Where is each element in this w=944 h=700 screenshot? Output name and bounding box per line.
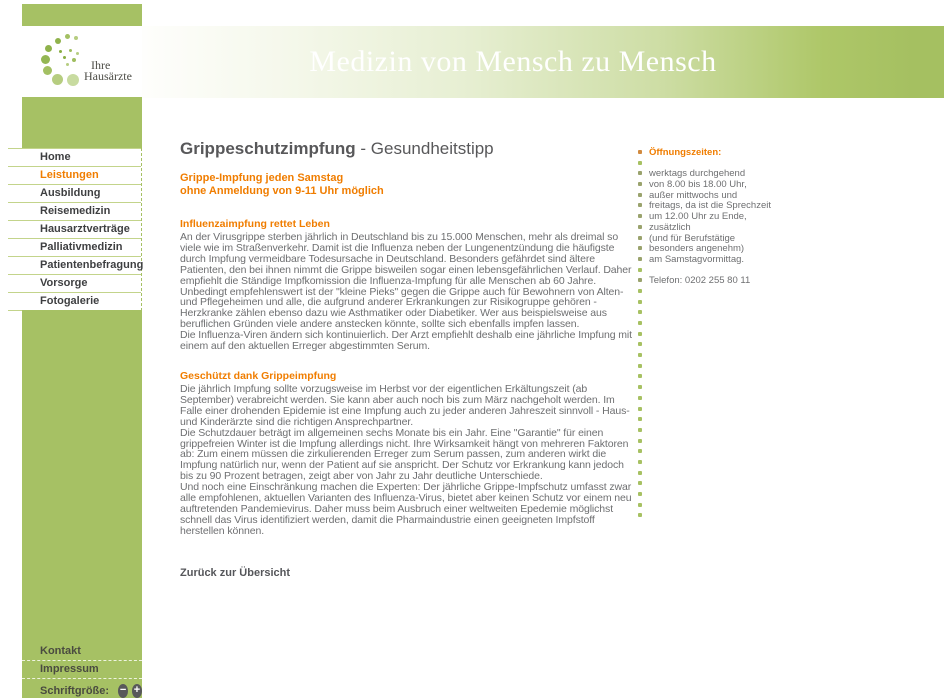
opening-hours-text: Telefon: 0202 255 80 11	[649, 275, 751, 287]
page-title-bold: Grippeschutzimpfung	[180, 139, 356, 158]
bullet-icon	[638, 374, 642, 378]
opening-hours-row	[638, 223, 808, 234]
logo-dot	[55, 38, 61, 44]
opening-hours-text: von 8.00 bis 18.00 Uhr,	[649, 179, 747, 191]
opening-hours-text: zusätzlich	[649, 221, 691, 233]
opening-hours-text: (und für Berufstätige	[649, 232, 736, 244]
opening-hours-row	[638, 426, 808, 437]
opening-hours-row	[638, 148, 808, 159]
bullet-icon	[638, 503, 642, 507]
bullet-icon	[638, 310, 642, 314]
opening-hours-row	[638, 383, 808, 394]
sidebar-item-label: Palliativmedizin	[40, 241, 123, 253]
sidebar-item-hausarztvertr-ge[interactable]	[8, 220, 141, 238]
sidebar-green-block-top	[22, 97, 142, 149]
page-title-rest: Gesundheitstipp	[370, 139, 494, 158]
kontakt-link[interactable]: Kontakt	[22, 643, 142, 661]
bullet-icon	[638, 492, 642, 496]
increase-font-button[interactable]: +	[133, 684, 141, 696]
paragraph: Die Influenza-Viren ändern sich kontinuierlich. Der Arzt empfiehlt deshalb eine jährliche Impfung mit einem auf den aktuellen Erreger abgestimmten Serum.	[180, 329, 632, 353]
logo-dot	[76, 52, 79, 55]
sidebar-item-ausbildung[interactable]	[8, 184, 141, 202]
bullet-icon	[638, 214, 642, 218]
opening-hours-row	[638, 490, 808, 501]
sidebar-item-palliativmedizin[interactable]	[8, 238, 141, 256]
opening-hours-row	[638, 255, 808, 266]
sidebar-footer	[22, 643, 142, 698]
sidebar-item-label: Home	[40, 151, 71, 163]
logo-dot	[72, 58, 76, 62]
bullet-icon	[638, 278, 642, 282]
opening-hours-row	[638, 405, 808, 416]
opening-hours-text: besonders angenehm)	[649, 243, 745, 255]
practice-logo[interactable]	[38, 32, 142, 94]
bullet-icon	[638, 225, 642, 229]
bullet-icon	[638, 257, 642, 261]
bullet-icon	[638, 428, 642, 432]
bullet-icon	[638, 246, 642, 250]
page-title	[180, 139, 636, 159]
bullet-icon	[638, 182, 642, 186]
announcement-line-1: Grippe-Impfung jeden Samstag	[180, 172, 344, 184]
paragraph: An der Virusgrippe sterben jährlich in Deutschland bis zu 15.000 Menschen, mehr als dreimal so viele wie im Straßenverkehr. Damit ist die Influenza neben der Lungenentzündung die häufigste durch Impfung vermeidbare Todesursache in Deutschland. Besonders gefährdet sind ältere Patienten, den bei ihnen nimmt die Grippe bisweilen sogar einen lebensgefährlichen Verlauf. Daher empfiehlt die Ständige Impfkomission die Influenza-Impfung für alle Menschen ab 60 Jahre. Unbedingt empfehlenswert ist der "kleine Pieks" gegen die Grippe auch für Bewohnern von Alten- und Pflegeheimen und alle, die aufgrund anderer Erkrankungen zur Risikogruppe gehören - Herzkranke zählen ebenso dazu wie Asthmatiker oder Diabetiker. Wer aus beispielsweise aus beruflichen Gründen viele andere anstecken könnte, sollte sich ebenfalls impfen lassen.	[180, 231, 632, 331]
logo-dot	[74, 36, 78, 40]
logo-dot	[69, 49, 72, 52]
opening-hours-row	[638, 330, 808, 341]
paragraph: Und noch eine Einschränkung machen die Experten: Der jährliche Grippe-Impfschutz umfasst zwar alle empfohlenen, aktuellen Varianten des Influenza-Virus, bietet aber keinen Schutz vor einem neu auftretenden Pandemievirus. Daher muss beim Ausbruch einer weltweiten Epedemie möglichst schnell das Virus identifiziert werden, damit die Pharmaindustrie einen geeigneten Impfstoff herstellen können.	[180, 481, 632, 537]
sidebar-menu	[8, 148, 142, 311]
opening-hours-row	[638, 501, 808, 512]
opening-hours-row	[638, 469, 808, 480]
logo-dot	[65, 34, 70, 39]
bullet-icon	[638, 289, 642, 293]
opening-hours-text: um 12.00 Uhr zu Ende,	[649, 211, 747, 223]
opening-hours-text: Öffnungszeiten:	[649, 147, 722, 158]
header-banner	[142, 26, 944, 98]
opening-hours-row	[638, 511, 808, 522]
main-content	[180, 139, 636, 579]
announcement-line-2: ohne Anmeldung von 9-11 Uhr möglich	[180, 185, 384, 197]
bullet-icon	[638, 396, 642, 400]
bullet-icon	[638, 417, 642, 421]
fontsize-label: Schriftgröße:	[40, 685, 110, 697]
back-to-overview-link[interactable]: Zurück zur Übersicht	[180, 566, 291, 579]
bullet-icon	[638, 321, 642, 325]
logo-dot	[67, 74, 79, 86]
opening-hours-row	[638, 298, 808, 309]
content-section-2	[180, 371, 636, 537]
sidebar-item-label: Vorsorge	[40, 277, 88, 289]
bullet-icon	[638, 449, 642, 453]
logo-line-2: Hausärzte	[84, 69, 132, 83]
paragraph: Die jährlich Impfung sollte vorzugsweise im Herbst vor der eigentlichen Erkältungszeit (ab September) verabreicht werden. Sie kann aber auch noch bis zum März nachgeholt werden. Im Falle einer drohenden Epidemie ist eine Impfung auch zu jeder anderen Jahreszeit sinnvoll - Haus- und Kinderärzte sind die richtigen Ansprechpartner.	[180, 382, 630, 428]
opening-hours-row	[638, 287, 808, 298]
sidebar-item-reisemedizin[interactable]	[8, 202, 141, 220]
opening-hours-row	[638, 351, 808, 362]
bullet-icon	[638, 236, 642, 240]
bullet-icon	[638, 460, 642, 464]
sidebar-item-label: Reisemedizin	[40, 205, 111, 217]
bullet-icon	[638, 171, 642, 175]
opening-hours-row	[638, 362, 808, 373]
sidebar-item-label: Hausarztverträge	[40, 223, 130, 235]
opening-hours-row	[638, 447, 808, 458]
opening-hours-row	[638, 394, 808, 405]
opening-hours-row	[638, 458, 808, 469]
sidebar-item-label: Fotogalerie	[40, 295, 100, 307]
sidebar-item-label: Ausbildung	[40, 187, 101, 199]
header-green-bar	[22, 4, 142, 26]
opening-hours-text: freitags, da ist die Sprechzeit	[649, 200, 771, 212]
decrease-font-button[interactable]: −	[119, 684, 127, 696]
fontsize-control	[22, 679, 142, 698]
bullet-icon	[638, 193, 642, 197]
logo-dot	[66, 63, 69, 66]
sidebar-item-label: Leistungen	[40, 169, 99, 181]
logo-line-1: Ihre	[91, 58, 111, 72]
opening-hours-row	[638, 415, 808, 426]
bullet-icon	[638, 364, 642, 368]
logo-wordmark	[84, 60, 132, 82]
opening-hours-row	[638, 319, 808, 330]
logo-dot	[43, 66, 52, 75]
bullet-icon	[638, 481, 642, 485]
bullet-icon	[638, 513, 642, 517]
opening-hours-row	[638, 276, 808, 287]
bullet-icon	[638, 300, 642, 304]
section-heading: Influenzaimpfung rettet Leben	[180, 218, 330, 230]
logo-dot	[52, 74, 63, 85]
section-heading: Geschützt dank Grippeimpfung	[180, 369, 337, 382]
logo-dot	[45, 45, 52, 52]
logo-dot	[63, 56, 66, 59]
opening-hours-text: außer mittwochs und	[649, 189, 738, 201]
bullet-icon	[638, 161, 642, 165]
opening-hours-text: am Samstagvormittag.	[649, 253, 745, 265]
bullet-icon	[638, 150, 642, 154]
bullet-icon	[638, 203, 642, 207]
logo-dot	[59, 50, 62, 53]
site-slogan: Medizin von Mensch zu Mensch	[309, 45, 717, 78]
logo-dot	[41, 55, 50, 64]
opening-hours-row	[638, 372, 808, 383]
opening-hours-list	[638, 148, 808, 522]
page-title-separator: -	[355, 139, 371, 158]
opening-hours-text: werktags durchgehend	[649, 168, 746, 180]
sidebar-item-leistungen[interactable]	[8, 166, 141, 184]
sidebar-item-label: Patientenbefragung	[40, 259, 144, 271]
opening-hours-row	[638, 308, 808, 319]
bullet-icon	[638, 353, 642, 357]
bullet-icon	[638, 332, 642, 336]
opening-hours-row	[638, 340, 808, 351]
announcement	[180, 172, 636, 198]
sidebar-item-home[interactable]	[8, 148, 141, 166]
content-section-1	[180, 219, 636, 352]
sidebar-item-fotogalerie[interactable]	[8, 292, 141, 310]
bullet-icon	[638, 439, 642, 443]
bullet-icon	[638, 268, 642, 272]
impressum-link[interactable]: Impressum	[22, 661, 142, 679]
bullet-icon	[638, 342, 642, 346]
opening-hours-row	[638, 437, 808, 448]
bullet-icon	[638, 407, 642, 411]
sidebar-item-vorsorge[interactable]	[8, 274, 141, 292]
sidebar-green-block-bottom	[22, 310, 142, 698]
bullet-icon	[638, 385, 642, 389]
sidebar-item-patientenbefragung[interactable]	[8, 256, 144, 274]
bullet-icon	[638, 471, 642, 475]
opening-hours-row	[638, 479, 808, 490]
paragraph: Die Schutzdauer beträgt im allgemeinen sechs Monate bis ein Jahr. Eine "Garantie" für einen grippefreien Winter ist die Impfung allerdings nicht. Ihre Wirksamkeit hängt von mehreren Faktoren ab: Zum einem müssen die zirkulierenden Erreger zum Serum passen, zum anderen wirkt die Impfung natürlich nur, wenn der Patient auf sie anspricht. Der Schutz vor Erkrankung kann jedoch bis zu 90 Prozent betragen, zeigt aber von Jahr zu Jahr deutliche Unterschiede.	[180, 426, 629, 483]
